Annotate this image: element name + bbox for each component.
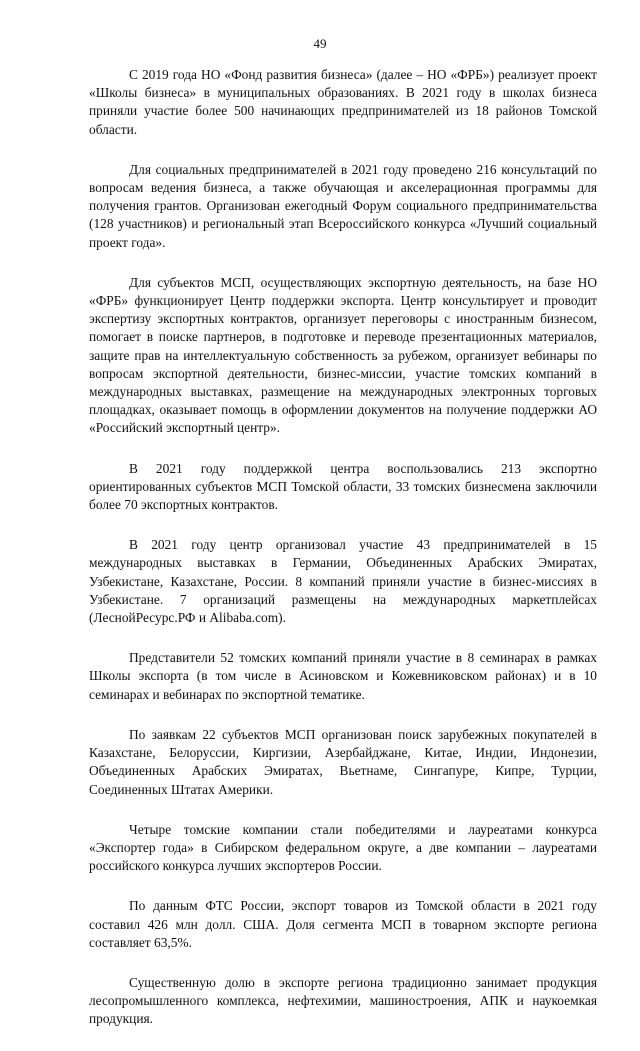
paragraph-export-structure: Существенную долю в экспорте региона традиционно занимает продукция лесопромышленного комплекса, нефтехимии, машиностроения, АПК и наукоемкая продукция. (89, 974, 597, 1027)
paragraph-social-entrepreneurs: Для социальных предпринимателей в 2021 году проведено 216 консультаций по вопросам ведения бизнеса, а также обучающая и акселерационная программы для получения грантов. Организован ежегодный Форум социального предпринимательства (128 участников) и региональный этап Всероссийского конкурса «Лучший социальный проект года». (89, 161, 597, 250)
paragraph-exporter-of-the-year: Четыре томские компании стали победителями и лауреатами конкурса «Экспортер года» в Сибирском федеральном округе, а две компании – лауреатами российского конкурса лучших экспортеров России. (89, 821, 597, 874)
paragraph-center-usage-2021: В 2021 году поддержкой центра воспользовались 213 экспортно ориентированных субъектов МСП Томской области, 33 томских бизнесмена заключили более 70 экспортных контрактов. (89, 460, 597, 513)
paragraph-school-of-business: С 2019 года НО «Фонд развития бизнеса» (далее – НО «ФРБ») реализует проект «Школы бизнеса» в муниципальных образованиях. В 2021 году в школах бизнеса приняли участие более 500 начинающих предпринимателей из 18 районов Томской области. (89, 67, 597, 137)
document-body (89, 66, 597, 1051)
paragraph-export-seminars: Представители 52 томских компаний приняли участие в 8 семинарах в рамках Школы экспорта (в том числе в Асиновском и Кожевниковском районах) и в 10 семинарах и вебинарах по экспортной тематике. (89, 650, 597, 702)
paragraph-foreign-buyers-search: По заявкам 22 субъектов МСП организован поиск зарубежных покупателей в Казахстане, Белоруссии, Киргизии, Азербайджане, Китае, Индии, Индонезии, Объединенных Арабских Эмиратах, Вьетнаме, Сингапуре, Кипре, Турции, Соединенных Штатах Америки. (89, 726, 597, 797)
paragraph-export-support-center: Для субъектов МСП, осуществляющих экспортную деятельность, на базе НО «ФРБ» функционирует Центр поддержки экспорта. Центр консультирует и проводит экспертизу экспортных контрактов, организует переговоры с иностранным бизнесом, помогает в поиске партнеров, в подготовке и переводе презентационных материалов, защите прав на интеллектуальную собственность за рубежом, организует вебинары по вопросам экспортной деятельности, бизнес-миссии, участие томских компаний в международных выставках, размещение на международных электронных торговых площадках, оказывает помощь в оформлении документов на получение поддержки АО «Российский экспортный центр». (89, 274, 597, 436)
paragraph-fts-export-data: По данным ФТС России, экспорт товаров из Томской области в 2021 году составил 426 млн долл. США. Доля сегмента МСП в товарном экспорте региона составляет 63,5%. (89, 898, 597, 950)
paragraph-international-exhibitions: В 2021 году центр организовал участие 43 предпринимателей в 15 международных выставках в Германии, Объединенных Арабских Эмиратах, Узбекистане, Казахстане, России. 8 компаний приняли участие в бизнес-миссиях в Узбекистане. 7 организаций размещены на международных маркетплейсах (ЛеснойРесурс.РФ и Alibaba.com). (89, 537, 597, 626)
page-number: 49 (313, 36, 327, 51)
